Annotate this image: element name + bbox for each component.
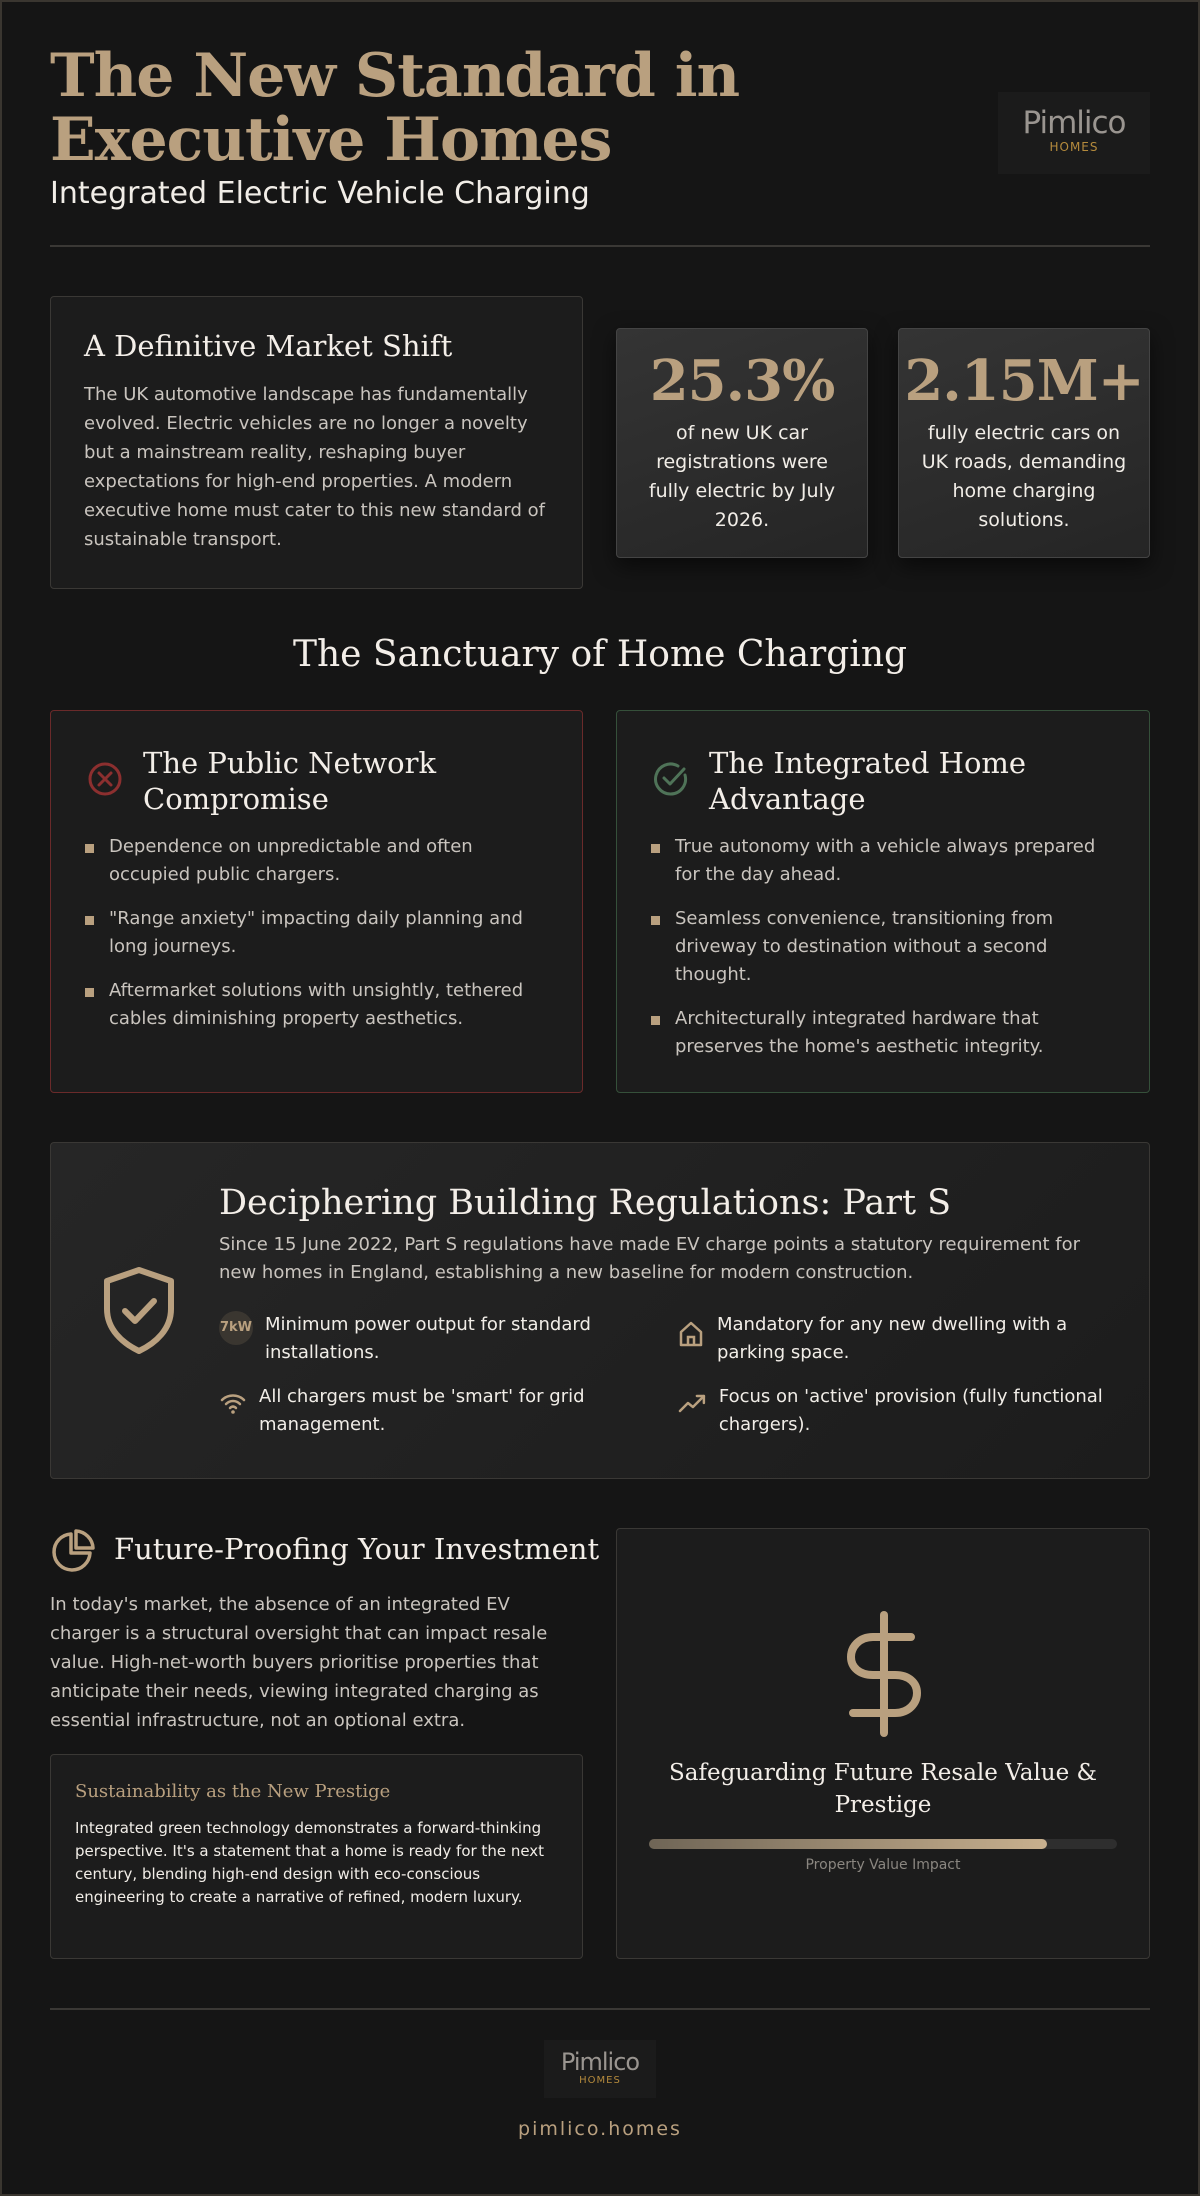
- public-network-card: [50, 710, 583, 1093]
- future-proofing-text: In today's market, the absence of an integrated EV charger is a structural oversight that can impact resale value. High-net-worth buyers prioritise properties that anticipate their needs, viewing integrated charging as essential infrastructure, not an optional extra.: [50, 1594, 548, 1731]
- list-item: Dependence on unpredictable and often occupied public chargers.: [85, 833, 548, 889]
- logo-tag: HOMES: [1049, 140, 1099, 154]
- list-item: Aftermarket solutions with unsightly, tethered cables diminishing property aesthetics.: [85, 977, 548, 1033]
- feature-text: All chargers must be 'smart' for grid management.: [259, 1386, 585, 1435]
- logo-name: Pimlico: [1022, 105, 1126, 141]
- future-proofing-title: Future-Proofing Your Investment: [114, 1532, 600, 1566]
- footer-divider: [50, 2008, 1150, 2010]
- logo-tag: HOMES: [579, 2075, 621, 2086]
- footer-link[interactable]: pimlico.homes: [518, 2118, 682, 2140]
- regulation-feature: [219, 1311, 649, 1367]
- regulation-feature: [677, 1383, 1117, 1439]
- regulation-feature: [219, 1383, 649, 1439]
- dollar-icon: [839, 1609, 929, 1739]
- list-item: Seamless convenience, transitioning from driveway to destination without a second thought.: [651, 905, 1115, 989]
- power-badge: 7kW: [219, 1311, 253, 1345]
- regulations-title: Deciphering Building Regulations: Part S: [219, 1183, 952, 1223]
- stat-description: fully electric cars on UK roads, demanding home charging solutions.: [921, 422, 1127, 531]
- feature-text: Minimum power output for standard installations.: [265, 1314, 591, 1363]
- regulation-feature: [677, 1311, 1117, 1367]
- market-shift-title: A Definitive Market Shift: [84, 329, 453, 363]
- logo-name: Pimlico: [560, 2048, 640, 2076]
- stat-value: 2.15M+: [904, 348, 1144, 414]
- stat-description: of new UK car registrations were fully electric by July 2026.: [648, 422, 836, 531]
- feature-text: Mandatory for any new dwelling with a parking space.: [717, 1314, 1068, 1363]
- sustainability-title: Sustainability as the New Prestige: [75, 1781, 391, 1802]
- footer-logo[interactable]: [544, 2040, 656, 2098]
- resale-title: Safeguarding Future Resale Value & Prestige: [668, 1760, 1097, 1818]
- value-impact-bar: [649, 1839, 1117, 1849]
- value-impact-label: Property Value Impact: [805, 1857, 961, 1873]
- stat-card: [898, 328, 1150, 558]
- home-advantage-card: [616, 710, 1150, 1093]
- public-network-list: [85, 833, 548, 1049]
- public-network-title: The Public Network Compromise: [143, 746, 437, 816]
- list-item: "Range anxiety" impacting daily planning and long journeys.: [85, 905, 548, 961]
- list-item: Architecturally integrated hardware that preserves the home's aesthetic integrity.: [651, 1005, 1115, 1061]
- resale-card: [616, 1528, 1150, 1959]
- wifi-icon: [219, 1389, 247, 1417]
- page-subtitle: Integrated Electric Vehicle Charging: [50, 176, 590, 211]
- header-logo[interactable]: [998, 92, 1150, 174]
- home-advantage-title: The Integrated Home Advantage: [709, 746, 1027, 816]
- home-advantage-list: [651, 833, 1115, 1077]
- trending-up-icon: [677, 1389, 707, 1417]
- regulations-card: [50, 1142, 1150, 1479]
- regulations-intro: Since 15 June 2022, Part S regulations have made EV charge points a statutory requirement for new homes in England, establishing a new baseline for modern construction.: [219, 1234, 1081, 1283]
- header-divider: [50, 245, 1150, 247]
- page-title: The New Standard in Executive Homes: [50, 41, 740, 175]
- feature-text: Focus on 'active' provision (fully functional chargers).: [718, 1386, 1103, 1435]
- sustainability-card: [50, 1754, 583, 1959]
- sustainability-text: Integrated green technology demonstrates a forward-thinking perspective. It's a statement that a home is ready for the next century, blending high-end design with eco-conscious engineering to create a narrative of refined, modern luxury.: [75, 1819, 545, 1906]
- stat-value: 25.3%: [649, 348, 835, 414]
- x-circle-icon: [85, 759, 125, 799]
- stat-card: [616, 328, 868, 558]
- market-shift-text: The UK automotive landscape has fundamentally evolved. Electric vehicles are no longer a novelty but a mainstream reality, reshaping buyer expectations for high-end properties. A modern executive home must cater to this new standard of sustainable transport.: [84, 384, 545, 550]
- check-circle-icon: [651, 759, 691, 799]
- value-impact-bar-fill: [649, 1839, 1047, 1849]
- shield-check-icon: [101, 1265, 177, 1355]
- list-item: True autonomy with a vehicle always prepared for the day ahead.: [651, 833, 1115, 889]
- home-icon: [677, 1319, 705, 1349]
- section-title: The Sanctuary of Home Charging: [292, 634, 908, 675]
- pie-chart-icon: [50, 1528, 96, 1574]
- market-shift-card: [50, 296, 583, 589]
